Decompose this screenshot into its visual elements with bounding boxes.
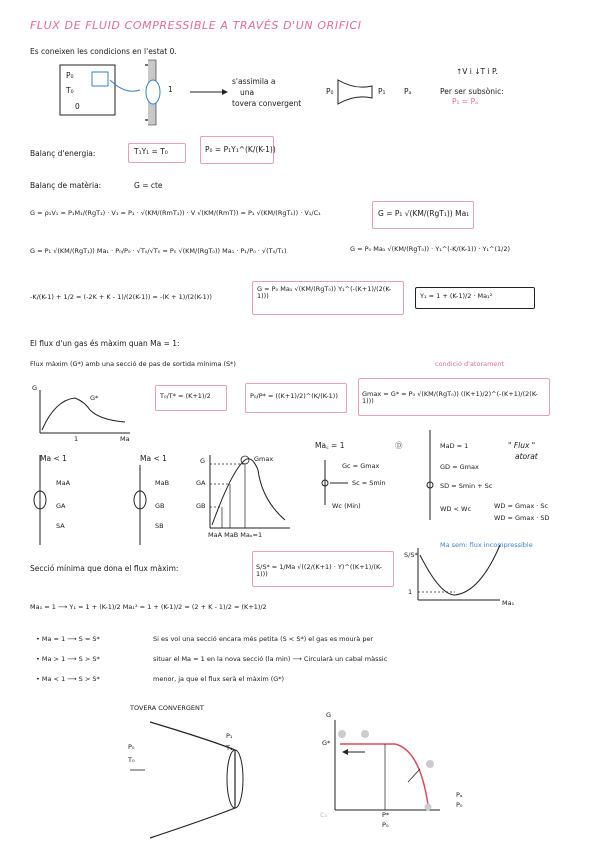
case-a-s: SA — [56, 522, 65, 530]
case-d-wd: WD < Wc — [440, 505, 472, 513]
bullet-3-left: • Ma < 1 ⟶ S > S* — [36, 675, 100, 683]
nozzle-title: TOVERA CONVERGENT — [130, 704, 204, 712]
case-d-sd: SD = Smin + Sc — [440, 482, 493, 490]
ratio-t: T₀/T* = (K+1)/2 — [160, 392, 211, 400]
page-title: FLUX DE FLUID COMPRESSIBLE A TRAVÉS D'UN ORIFICI — [30, 19, 362, 32]
bottom-x-bot: P₀ — [456, 801, 463, 809]
case-a-g: GA — [56, 502, 66, 510]
case-b-g: GB — [155, 502, 165, 510]
similar-line3: tovera convergent — [232, 99, 302, 108]
big-nozzle — [150, 722, 235, 838]
mass-row2: G = P₁ √(KM/(RgT₁)) Ma₁ · P₀/P₀ · √T₀/√T₀ = P₀ √(KM/(RgT₀)) Ma₁ · P₁/P₀ · √(T₀/T₁) — [30, 247, 287, 255]
bottom-c3: C₃ — [320, 811, 328, 819]
flux-atorat-1: " Flux " — [508, 441, 536, 450]
bottom-pstar: P* — [382, 811, 390, 819]
nozzle-p0: P₀ — [128, 743, 135, 751]
tank-p0: P₀ — [66, 71, 74, 80]
nozzle-pa: Pₐ — [404, 87, 412, 96]
mass-label: Balanç de matèria: — [30, 181, 102, 190]
nozzle-p1: P₁ — [226, 732, 233, 740]
case-d-title: MaD = 1 — [440, 442, 469, 450]
section-label: Secció mínima que dona el flux màxim: — [30, 564, 179, 573]
section-graph-x: Ma₁ — [502, 599, 515, 607]
bullet-2-right: situar el Ma = 1 en la nova secció (la min) ⟶ Circularà un cabal màssic — [153, 655, 388, 663]
nozzle-p1: P₁ — [378, 87, 386, 96]
gmax-graph-gmax: Gmax — [254, 455, 274, 463]
gmax-graph-g: G — [200, 457, 206, 465]
case-c-gc: Gc = Gmax — [342, 462, 380, 470]
gmax-graph-ga: GA — [196, 479, 206, 487]
gmax-eq: Gmax = G* = P₀ √(KM/(RgT₀)) ((K+1)/2)^(-(K+1)/(2(K-1))) — [362, 390, 538, 406]
y1-result: Y₁ = 1 + (K-1)/2 · Ma₁² — [420, 292, 493, 300]
sketch-gstar: G* — [90, 394, 99, 402]
case-a: Ma < 1 — [40, 454, 67, 463]
case-d-wd3: WD = Gmax · SD — [494, 514, 550, 522]
mass-row3-result: G = P₀ Ma₁ √(KM/(RgT₀)) Y₁^(-(K+1)/(2(K-1))) — [257, 285, 392, 301]
similar-line1: s'assimila a — [232, 77, 276, 86]
mass-row2-result: G = P₀ Ma₁ √(KM/(RgT₀)) · Y₁^(-K/(K-1)) · Y₁^(1/2) — [350, 245, 511, 253]
mass-row1-result: G = P₁ √(KM/(RgT₁)) Ma₁ — [378, 209, 470, 218]
flux-atorat-2: atorat — [515, 452, 538, 461]
tank-circle1: 1 — [168, 85, 173, 94]
section-graph-note: Ma sem: flux incompressible — [440, 541, 533, 549]
bullet-2-left: • Ma > 1 ⟶ S > S* — [36, 655, 100, 663]
case-b: Ma < 1 — [140, 454, 167, 463]
nozzle-t0: T₀ — [128, 756, 135, 764]
nozzle-p0: P₀ — [326, 87, 334, 96]
sketch-one: 1 — [74, 435, 79, 443]
intro-text: Es coneixen les condicions en l'estat 0. — [30, 47, 177, 56]
bottom-gstar: G* — [322, 739, 331, 747]
sketch-ma: Ma — [120, 435, 130, 443]
case-d-label: Ⓓ — [395, 441, 403, 450]
energy-label: Balanç d'energia: — [30, 149, 96, 158]
similar-line2: una — [240, 88, 255, 97]
tank-circle0: 0 — [75, 102, 80, 111]
small-nozzle — [338, 80, 372, 104]
case-b-s: SB — [155, 522, 164, 530]
bottom-g: G — [326, 711, 332, 719]
nozzle-t1: T₁ — [226, 744, 233, 752]
case-a-ma: MaA — [56, 479, 71, 487]
ratio-p: P₀/P* = ((K+1)/2)^(K/(K-1)) — [250, 392, 338, 400]
case-b-ma: MaB — [155, 479, 170, 487]
valve-box — [92, 72, 108, 86]
maxflux-line2-pink: condició d'atorament — [435, 360, 505, 368]
bullet-1-right: Si es vol una secció encara més petita (S < S*) el gas es mourà per — [153, 635, 374, 643]
bottom-p0: P₀ — [382, 821, 389, 829]
section-graph-y: S/S* — [404, 551, 418, 559]
energy-eq2: P₀ = P₁Y₁^(K/(K-1)) — [205, 145, 276, 154]
subsonic-line2: Per ser subsònic: — [440, 87, 504, 96]
tank-t0: T₀ — [66, 86, 74, 95]
ma-eq: Ma₁ = 1 ⟶ Y₁ = 1 + (K-1)/2 Ma₁² = 1 + (K-1)/2 = (2 + K - 1)/2 = (K+1)/2 — [30, 603, 267, 611]
gmax-graph-x: MaA MaB Maₒ=1 — [208, 531, 263, 539]
mass-row3: -K/(K-1) + 1/2 = (-2K + K - 1)/(2(K-1)) = -(K + 1)/(2(K-1)) — [30, 293, 212, 301]
case-d-wd2: WD = Gmax · Sc — [494, 502, 549, 510]
maxflux-line1: El flux d'un gas és màxim quan Ma = 1: — [30, 339, 180, 348]
case-c-sc: Sc = Smin — [352, 479, 386, 487]
bullet-3-right: menor, ja que el flux serà el màxim (G*) — [153, 675, 285, 683]
case-c-title: Ma꜀ = 1 — [315, 441, 345, 450]
gmax-graph-gb: GB — [196, 502, 206, 510]
subsonic-line1: ↑V i ↓T i P. — [456, 67, 498, 76]
case-d-gd: GD = Gmax — [440, 463, 479, 471]
section-eq: S/S* = 1/Ma √((2/(K+1) · Y)^((K+1)/(K-1))) — [256, 563, 382, 579]
mass-g-cte: G = cte — [134, 181, 163, 190]
mass-row1: G = ρ₁V₁ = P₁M₁/(RgT₁) · V₁ = P₁ · √(KM/(RmT₁)) · V √(KM/(RmT)) = P₁ √(KM/(RgT₁)) · V₁/C₁ — [30, 209, 321, 217]
section-graph-one: 1 — [408, 588, 413, 596]
subsonic-line3: P₁ = Pₐ — [452, 97, 479, 106]
energy-eq1: T₁Y₁ = T₀ — [134, 147, 168, 156]
bottom-x-top: Pₐ — [456, 791, 463, 799]
bullet-1-left: • Ma = 1 ⟶ S = S* — [36, 635, 100, 643]
maxflux-line2: Flux màxim (G*) amb una secció de pas de sortida mínima (S*) — [30, 360, 236, 368]
sketch-g-axis: G — [32, 384, 38, 392]
case-c-wc: Wc (Min) — [332, 502, 361, 510]
